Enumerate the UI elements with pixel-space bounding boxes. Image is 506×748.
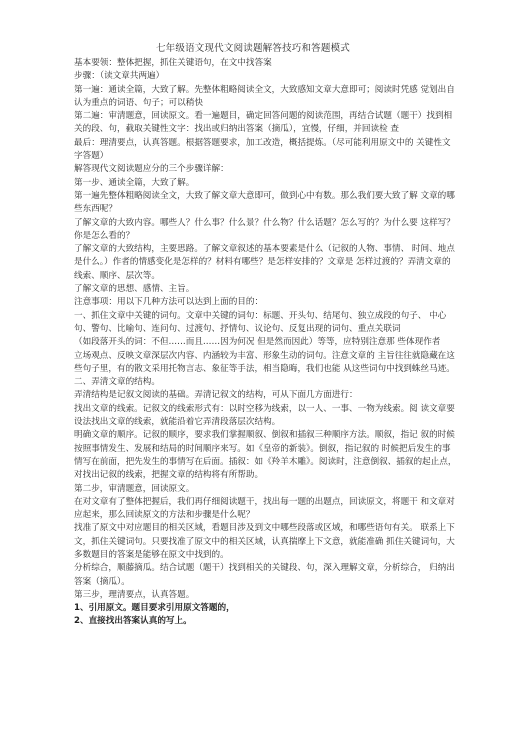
text-line: 步骤：（读文章共两遍） [74,71,165,82]
text-line: 第二步，审清题意，回读原文。 [74,483,195,494]
text-line: 第三步，理清要点，认真答题。 [74,589,195,600]
text-line: 字答题） [74,151,109,162]
text-line: 在对文章有了整体把握后，我们再仔细阅读题干，找出每一题的出题点，回读原文，将题干 和文章对 [74,496,455,507]
text-line: 了解文章的大致结构，主要思路。了解文章叙述的基本要素是什么（记叙的人物、事情、 时间、地点 [74,244,455,255]
text-line: （如段落开头的词：不但……而且……因为何况 但是然而因此）等等，应特别注意那 些体现作者 [74,337,441,348]
text-line: 1、引用原文。题目要求引用原文答题的， [74,603,235,614]
text-line: 分析综合，顺藤摘瓜。结合试题（题干）找到相关的关键段、句，深入理解文章，分析综合， 归纳出 [74,563,455,574]
text-line: 应起来，那么回读原文的方法和步骤是什么呢？ [74,510,255,521]
text-line: 弄清结构是记叙文阅读的基础。弄清记叙文的结构，可从下面几方面进行： [74,390,358,401]
text-line: 基本要领：整体把握，抓住关键语句，在文中找答案 [74,58,272,68]
text-line: 找准了原文中对应题目的相关区域，看题目涉及到文中哪些段落或区域，和哪些语句有关。 联系上下 [74,523,455,534]
text-line: 二、弄清文章的结构。 [74,377,160,388]
text-line: 最后：理清要点，认真答题。根据答题要求，加工改造，概括提炼。（尽可能利用原文中的 关键性文 [74,137,451,148]
text-line: 情写在前面，把先发生的事情写在后面。插叙：如《羚羊木雕》。阅读时，注意倒叙、插叙的起止点， [74,456,457,467]
text-line: 文，抓住关键词句。只要找准了原文中的相关区域，认真揣摩上下文意，就能准确 抓住关键词句，大 [74,536,455,547]
text-line: 第一遍：通读全篇，大致了解。先整体粗略阅读全文，大致感知文章大意即可；阅读时凭感 觉划出自 [74,84,455,95]
text-line: 了解文章的大致内容。哪些人？什么事？什么景？什么物？什么话题？怎么写的？为什么要 这样写？ [74,217,455,228]
text-line: 句、警句、比喻句、连问句、过渡句、抒情句、议论句、反复出现的词句、重点关联词 [74,323,401,334]
text-line: 第二遍：审清题意，回读原文。看一遍题目，确定回答问题的阅读范围，再结合试题（题干）找到相 [74,111,453,122]
text-line: 一、抓住文章中关键的词句。文章中关键的词句：标题、开头句、结尾句、独立成段的句子、 中心 [74,310,447,321]
text-line: 你是怎么看的？ [74,230,135,241]
text-line: 线索、顺序、层次等。 [74,270,160,281]
document-body [74,57,494,629]
text-line: 些句子里，有的散文采用托物言志、象征等手法，相当隐晦，我们也能 从这些词句中找到蛛丝马迹。 [74,363,455,374]
text-line: 第一遍先整体粗略阅读全文，大致了解文章大意即可，做到心中有数。那么我们要大致了解 文章的哪 [74,190,455,201]
text-line: 第一步、通读全篇，大致了解。 [74,177,195,188]
text-line: 多数题目的答案是能够在原文中找到的。 [74,549,229,560]
document-title: 七年级语文现代文阅读题解答技巧和答题模式 [155,43,350,54]
text-line: 注意事项：用以下几种方法可以达到上面的目的： [74,297,264,308]
text-line: 对找出记叙的线索，把握文章的结构将有所帮助。 [74,470,264,481]
text-line: 认为重点的词语、句子；可以稍快 [74,97,203,108]
text-line: 2、直接找出答案认真的写上。 [74,616,192,627]
text-line: 些东西呢？ [74,204,117,215]
text-line: 了解文章的思想、感情、主旨。 [74,284,195,295]
text-line: 按照事情发生、发展和结局的时间顺序来写。如《皇帝的新装》。倒叙，指记叙的 时候把后发生的事 [74,443,451,454]
text-line: 是什么。）作者的情感变化是怎样的？材料有哪些？是怎样安排的？文章是 怎样过渡的？弄清文章的 [74,257,451,268]
text-line: 关的段、句，截取关键性文字：找出或归纳出答案（摘瓜），宜慢，仔细，并回读检 查 [74,124,399,135]
text-line: 答案（摘瓜）。 [74,576,130,587]
text-line: 立场观点、反映文章深层次内容、内涵较为丰富、形象生动的词句。注意文章的 主旨往往就隐藏在这 [74,350,455,361]
text-line: 设法找出文章的线索，就能沿着它弄清段落层次结构。 [74,417,281,428]
text-line: 解答现代文阅读题应分的三个步骤详解： [74,164,229,175]
text-line: 明确文章的顺序。记叙的顺序，要求我们掌握顺叙、倒叙和插叙三种顺序方法。顺叙，指记 叙的时候 [74,430,455,441]
text-line: 找出文章的线索。记叙文的线索形式有：以时空移为线索，以一人、一事、一物为线索。阅 读文章要 [74,403,455,414]
